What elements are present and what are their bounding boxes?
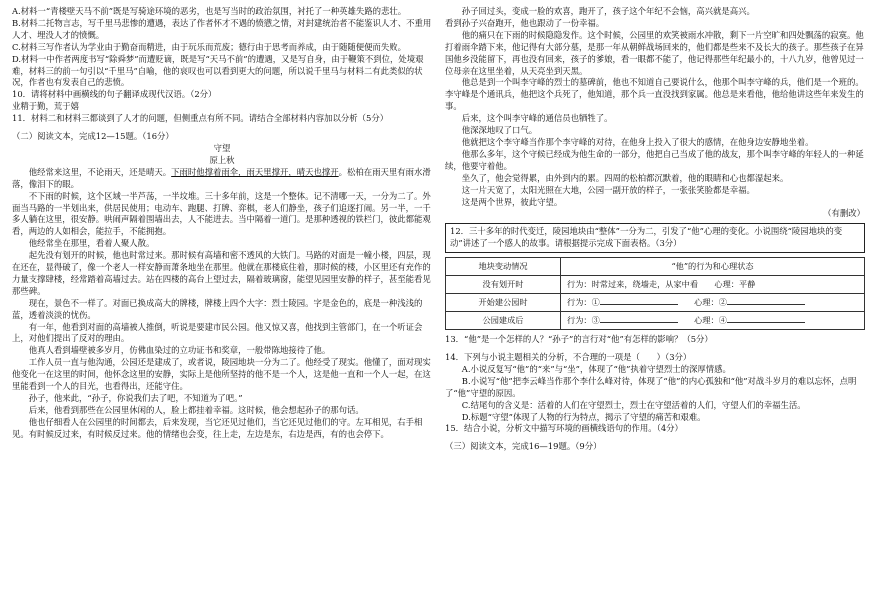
paragraph-9: 孙子，他来此，“孙子，你说我们去了吧，不知道为了吧。” [28, 393, 243, 403]
table-header-cell: “他”的行为和心理状态 [561, 258, 865, 276]
table-header-cell: 地块变动情况 [446, 258, 561, 276]
table-cell: 开始建公园时 [446, 294, 561, 312]
q14-option-b: B.小说写“他”把李云峰当作那个李什么峰对待，体现了“他”的内心孤独和“他”对战斗岁月的难以忘怀，点明了“他”守望的原因。 [445, 375, 857, 398]
paragraph-7: 他真人看到墙壁被多岁月，仿佛血染过的立功证书和奖章，一般带陈地接待了他。 [28, 345, 331, 356]
section-2-heading: （二）阅读文本，完成12—15题。（16分） [12, 131, 174, 142]
answer-blank[interactable] [600, 296, 678, 305]
q14-option-c: C.结尾句的含义是：活着的人们在守望烈士，烈士在守望活着的人们，守望人们的幸福生活。 [461, 399, 806, 410]
q14-option-a: A.小说反复写“他”的“来”与“坐”，体现了“他”执着守望烈士的深厚情感。 [461, 363, 731, 374]
right-column [445, 6, 865, 453]
story-author: 原上秋 [209, 154, 235, 165]
table-cell[interactable]: 行为：① 心理：② [561, 294, 865, 312]
option-d: D.材料一中作者两度书写“除舜梦”而遭贬谪，既是写“天马不前”的遭遇，又是写自身，由于鞭策不到位，处境艰难，材料三的前一句引以“千里马”自喻，他的哀叹也可以看到更大的问题，所以说千里马与材料二有此类似的状况，作者也有发表自己的悲愤。 [12, 53, 424, 88]
abridged-note: （有删改） [823, 208, 865, 219]
story-paragraph-r5: 后来，这个叫李守峰的通信员也牺牲了。 [461, 113, 613, 124]
story-paragraph-r6: 他深深地叹了口气。 [461, 125, 538, 136]
paragraph-3: 他经常坐在那里，看着人聚人散。 [28, 238, 155, 249]
question-13: 13．“他”是一个怎样的人？“孙子”的言行对“他”有怎样的影响？（5分） [445, 334, 713, 345]
option-c: C.材料三写作者认为学业由于勤奋而精进，由于玩乐而荒废；德行由于思考而养成，由于随随便便而失败。 [12, 41, 407, 52]
story-paragraph-r10: 这一片天宽了，太阳光照在大地，公园一副开放的样子，一张张笑脸都是幸福。 [461, 184, 755, 195]
table-row [446, 312, 865, 330]
option-a: A.材料一“青楼壁天马不前”既是写骑途环境的恶劣，也是写当时的政治氛围，衬托了一种英雄失路的悲壮。 [12, 6, 407, 16]
question-15: 15．结合小说，分析文中描写环境的画横线语句的作用。（4分） [445, 423, 683, 434]
section-3-heading: （三）阅读文本，完成16—19题。（9分） [445, 441, 602, 452]
story-title: 守望 [213, 142, 231, 153]
paragraph-5: 现在，景色不一样了。对面已换成高大的牌楼，牌楼上四个大字：烈士陵园。字是金色的，底是一种浅浅的蓝，透着淡淡的忧伤。 [12, 297, 423, 320]
story-paragraph-r11: 这是两个世界，彼此守望。 [461, 196, 563, 207]
paragraph-8: 工作人员一直与他沟通，公园还是建成了，或者说，陵园地块一分为二了。他经受了现实。他懂了，面对现实他变化一在这里的时间，他怀念这里的安静，实际上是他所坚持的他不是一个人，这是他一直和一个人一起，在这里能看到一个人的目光，也看得出，还能守住。 [12, 357, 431, 392]
table-cell: 没有划开时 [446, 276, 561, 294]
paragraph-1: 他经常来这里，不论雨天，还是晴天。下雨时他撑着雨伞，雨天里撑开，晴天也撑开。松柏在雨天里有雨水滑落，像泪下的眼。 [12, 166, 431, 189]
story-paragraph-r2: 看到孙子兴奋跑开，他也跟动了一份幸福。 [445, 17, 605, 28]
story-paragraph-r7: 他就把这个李守峰当作那个李守峰的对待，在他身上投入了很大的感情，在他身边安静地坐着。 [461, 136, 814, 147]
left-column [12, 6, 432, 441]
question-11: 11．材料二和材料三都谈到了人才的问题，但侧重点有所不同。请结合全部材料内容加以分析（5分） [12, 113, 389, 124]
answer-blank[interactable] [727, 314, 805, 323]
q14-option-d: D.标题“守望”体现了人物的行为特点，揭示了守望的痛苦和艰难。 [461, 411, 706, 422]
question-10-quote: 业精于勤，荒于嬉 [12, 101, 79, 112]
table-row [446, 276, 865, 294]
story-paragraph-r9: 坐久了，他会觉得累，由外到内的累。四周的松柏都沉默着，他的眼睛和心也都湿起来。 [461, 172, 789, 183]
paragraph-11: 他也仔细看人在公园里的时间都去，后来发现，当它还见过他们，当它还见过他们的守。左耳相见，右手相见。有时候反过来，有时候反过来。他的情绪也会变，往上走，左边是东，右边是西，有的也会停下。 [12, 416, 423, 439]
answer-table [445, 257, 865, 330]
paragraph-4: 起先没有划开的时候，他也时常过来。那时候有高墙和密不透风的大铁门。马路的对面是一幢小楼，四层，现在还在，显得破了，像一个老人一样安静而萧条地坐在那里。他就在那楼底住着，那时候的楼，小区里还有充作的力量支撑肆楼，经常踏着高墙过去。站在四楼的高台上望过去，隔着玻璃窗，能望见园里安静的样子，甚至能看见那些碑。 [12, 250, 431, 296]
table-row [446, 294, 865, 312]
table-cell[interactable]: 行为：③ 心理：④ [561, 312, 865, 330]
story-paragraph-r3: 他的痛只在下雨的时候隐隐发作。这个时候，公园里的欢笑被雨水冲散，剩下一片空旷和四处飘荡的寂寞。他打着雨伞踏下来，他记得有大部分墓，是那一年从朝鲜战场回来的，他们都是些来不及长大的孩子。那些孩子在异国他乡没能留下，再也没有回来，孩子的爹娘，看一眼都不能了，他记得那些年纪最小的，十八九岁，他曾见过一位母亲在这里坐着，从天亮坐到天黑。 [445, 29, 864, 76]
table-cell: 行为：时常过来，绕墙走，从家中看 心理：平静 [561, 276, 865, 294]
paragraph-10: 后来，他看到那些在公园里休闲的人，脸上都挂着幸福。这时候，他会想起孙子的那句话。 [28, 404, 364, 415]
paragraph-2: 不下雨的时候，这个区域一半芦荡，一半坟堆。三十多年前，这是一个整体。记不清哪一天，一分为二了。外面当马路的一半划出来，供居民使用；电动车、跑腿、打牌、弈棋，老人们静坐，孩子们追逐打闹。另一半，一千多人躺在这里，很安静。哄闹声隔着围墙出去，人不能进去。当中隔着一道门。是那种透视的铁栏门，彼此都能观看，两边的人如相会，能拉手，不能拥抱。 [12, 190, 431, 237]
story-paragraph-r8: 他那么多年，这个守候已经成为他生命的一部分，他把自己当成了他的战友，那个叫李守峰的年轻人的一种延续，他要守着他。 [445, 148, 864, 171]
question-10: 10．请将材料中画横线的句子翻译成现代汉语。（2分） [12, 89, 217, 100]
question-12: 12．三十多年的时代变迁，陵园地块由“整体”一分为二，引发了“他”心理的变化。小说围绕“陵园地块的变动”讲述了一个感人的故事。请根据提示完成下面表格。（3分） [445, 223, 865, 253]
story-paragraph-r1: 孙子回过头，变成一脸的欢喜，跑开了，孩子这个年纪不会恼，高兴就是高兴。 [461, 6, 755, 16]
option-b: B.材料二托物言志，写千里马悲惨的遭遇，表达了作者怀才不遇的愤懑之情，对封建统治者不能鉴识人才、不重用人才、埋没人才的愤慨。 [12, 17, 432, 40]
story-paragraph-r4: 他总是到一个叫李守峰的烈士的墓碑前，他也不知道自己要说什么，他那个叫李守峰的兵，他们是一个班的。李守峰是个通讯兵，他把这个兵死了，他知道，那个兵一直没找到家属。他总是来看他，他给他讲这些年来发生的事。 [445, 77, 864, 112]
table-cell: 公园建成后 [446, 312, 561, 330]
table-header-row [446, 258, 865, 276]
question-14: 14．下列与小说主题相关的分析，不合理的一项是（ ）（3分） [445, 352, 692, 363]
answer-blank[interactable] [727, 296, 805, 305]
answer-blank[interactable] [600, 314, 678, 323]
paragraph-6: 有一年，他看到对面的高墙被人推倒，听说是要建市民公园。他又惊又喜，他找到主管部门，在一个听证会上，对他们提出了反对的理由。 [12, 321, 423, 344]
